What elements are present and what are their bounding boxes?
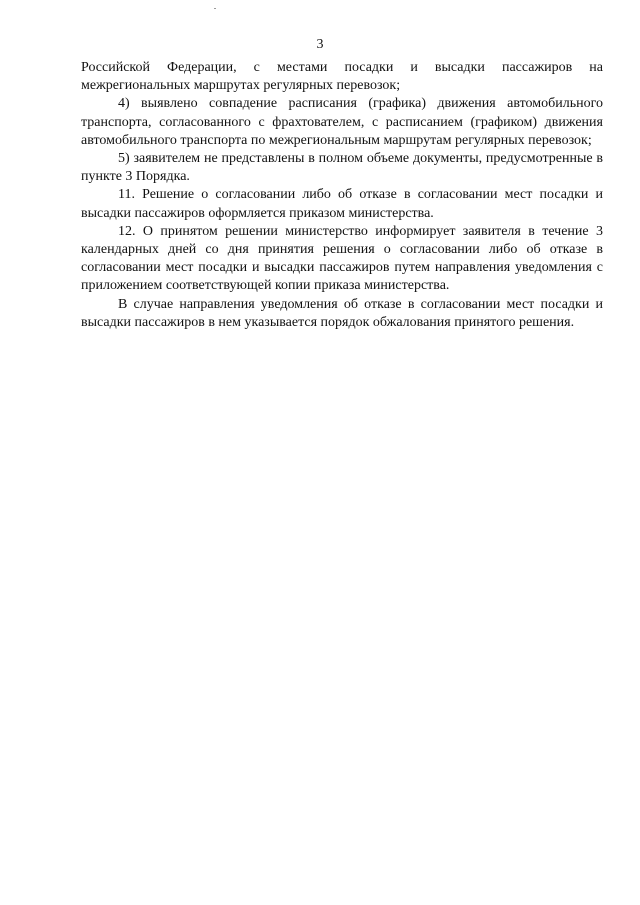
- paragraph-refusal-notice: В случае направления уведомления об отказе в согласовании мест посадки и высадки пассажиров в нем указывается порядок обжалования принятого решения.: [81, 296, 603, 330]
- paragraph-item-5: 5) заявителем не представлены в полном объеме документы, предусмотренные в пункте 3 Порядка.: [81, 151, 603, 185]
- paragraph-continuation: Российской Федерации, с местами посадки и высадки пассажиров на межрегиональных маршрутах регулярных перевозок;: [81, 60, 603, 94]
- scan-artifact: [214, 8, 216, 9]
- paragraph-clause-12: 12. О принятом решении министерство информирует заявителя в течение 3 календарных дней со дня принятия решения о согласовании либо об отказе в согласовании мест посадки и высадки пассажиров путем направления уведомления с приложением соответствующей копии приказа министерства.: [81, 223, 603, 294]
- paragraph-clause-11: 11. Решение о согласовании либо об отказе в согласовании мест посадки и высадки пассажиров оформляется приказом министерства.: [81, 187, 603, 221]
- paragraph-item-4: 4) выявлено совпадение расписания (графика) движения автомобильного транспорта, согласованного с фрахтователем, с расписанием (графиком) движения автомобильного транспорта по межрегиональным маршрутам регулярных перевозок;: [81, 96, 603, 148]
- document-body: [81, 59, 603, 332]
- page-number: 3: [316, 37, 324, 52]
